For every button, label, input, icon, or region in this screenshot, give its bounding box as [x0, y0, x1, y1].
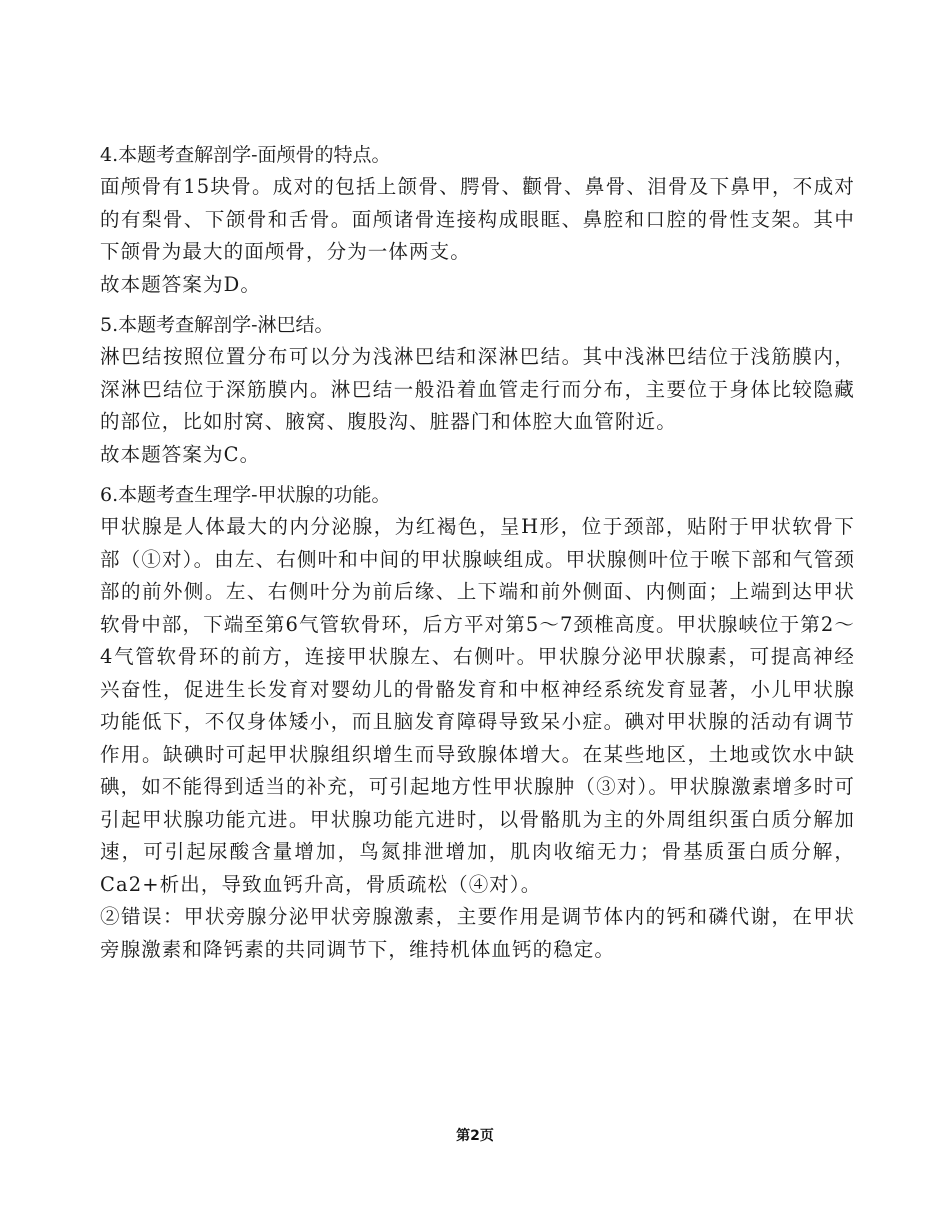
- section-question-5: [100, 310, 855, 471]
- explanation-paragraph: 淋巴结按照位置分布可以分为浅淋巴结和深淋巴结。其中浅淋巴结位于浅筋膜内，深淋巴结位于深筋膜内。淋巴结一般沿着血管走行而分布，主要位于身体比较隐藏的部位，比如肘窝、腋窝、腹股沟、脏器门和体腔大血管附近。: [100, 345, 855, 433]
- section-question-4: [100, 140, 855, 301]
- section-title: 4.本题考查解剖学-面颅骨的特点。: [100, 144, 391, 166]
- section-question-6: [100, 480, 855, 966]
- page-number: 第2页: [456, 1128, 494, 1144]
- answer-line: 故本题答案为D。: [100, 272, 261, 296]
- answer-line: 故本题答案为C。: [100, 442, 261, 466]
- page-content: [100, 140, 855, 966]
- explanation-paragraph: ②错误：甲状旁腺分泌甲状旁腺激素，主要作用是调节体内的钙和磷代谢，在甲状旁腺激素和降钙素的共同调节下，维持机体血钙的稳定。: [100, 905, 855, 961]
- explanation-paragraph: 甲状腺是人体最大的内分泌腺，为红褐色，呈H形，位于颈部，贴附于甲状软骨下部（①对）。由左、右侧叶和中间的甲状腺峡组成。甲状腺侧叶位于喉下部和气管颈部的前外侧。左、右侧叶分为前后缘、上下端和前外侧面、内侧面；上端到达甲状软骨中部，下端至第6气管软骨环，后方平对第5～7颈椎高度。甲状腺峡位于第2～4气管软骨环的前方，连接甲状腺左、右侧叶。甲状腺分泌甲状腺素，可提高神经兴奋性，促进生长发育对婴幼儿的骨骼发育和中枢神经系统发育显著，小儿甲状腺功能低下，不仅身体矮小，而且脑发育障碍导致呆小症。碘对甲状腺的活动有调节作用。缺碘时可起甲状腺组织增生而导致腺体增大。在某些地区，土地或饮水中缺碘，如不能得到适当的补充，可引起地方性甲状腺肿（③对）。甲状腺激素增多时可引起甲状腺功能亢进。甲状腺功能亢进时，以骨骼肌为主的外周组织蛋白质分解加速，可引起尿酸含量增加，鸟氮排泄增加，肌肉收缩无力；骨基质蛋白质分解，Ca2+析出，导致血钙升高，骨质疏松（④对）。: [100, 515, 855, 896]
- explanation-paragraph: 面颅骨有15块骨。成对的包括上颌骨、腭骨、颧骨、鼻骨、泪骨及下鼻甲，不成对的有梨骨、下颌骨和舌骨。面颅诸骨连接构成眼眶、鼻腔和口腔的骨性支架。其中下颌骨为最大的面颅骨，分为一体两支。: [100, 175, 855, 263]
- section-title: 5.本题考查解剖学-淋巴结。: [100, 314, 334, 336]
- section-title: 6.本题考查生理学-甲状腺的功能。: [100, 484, 391, 506]
